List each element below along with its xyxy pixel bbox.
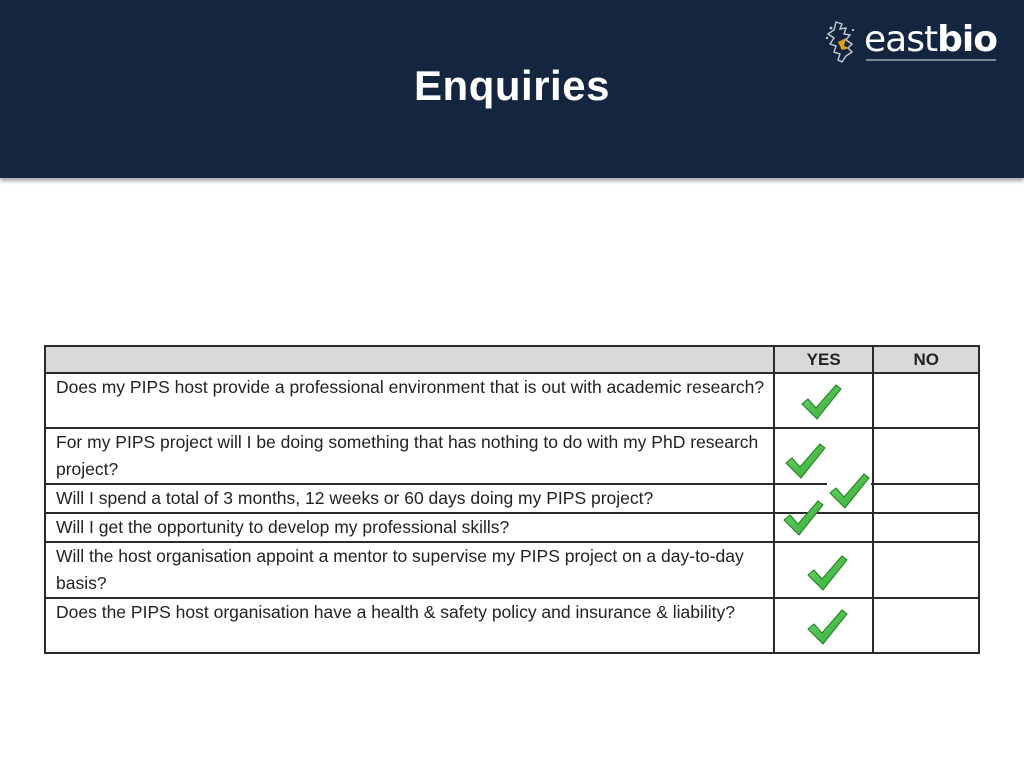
slide-header — [0, 0, 1024, 178]
no-cell — [873, 428, 979, 484]
header-yes: YES — [774, 346, 873, 373]
table-row — [45, 513, 979, 542]
header-no: NO — [873, 346, 979, 373]
table-header-row — [45, 346, 979, 373]
logo-text-bio: bio — [937, 19, 997, 60]
no-cell — [873, 513, 979, 542]
question-cell: For my PIPS project will I be doing something that has nothing to do with my PhD research project? — [45, 428, 774, 484]
scotland-map-icon — [822, 20, 862, 66]
check-mark-icon — [805, 607, 849, 647]
logo-tagline — [866, 59, 996, 61]
no-cell — [873, 598, 979, 653]
question-cell: Does my PIPS host provide a professional environment that is out with academic research? — [45, 373, 774, 428]
question-cell: Will the host organisation appoint a mentor to supervise my PIPS project on a day-to-day basis? — [45, 542, 774, 598]
check-mark-icon — [799, 382, 843, 422]
question-cell: Will I get the opportunity to develop my professional skills? — [45, 513, 774, 542]
no-cell — [873, 373, 979, 428]
enquiries-table — [44, 345, 980, 654]
yes-cell — [774, 373, 873, 428]
check-mark-icon — [783, 441, 827, 481]
table-row — [45, 542, 979, 598]
table-row — [45, 598, 979, 653]
question-cell: Does the PIPS host organisation have a health & safety policy and insurance & liability? — [45, 598, 774, 653]
check-mark-icon — [827, 471, 871, 511]
question-cell: Will I spend a total of 3 months, 12 weeks or 60 days doing my PIPS project? — [45, 484, 774, 513]
yes-cell — [774, 542, 873, 598]
check-mark-icon — [805, 553, 849, 593]
table-row — [45, 484, 979, 513]
no-cell — [873, 484, 979, 513]
page-title: Enquiries — [414, 62, 610, 109]
logo-text-east: east — [864, 19, 938, 60]
logo-wordmark — [864, 20, 997, 60]
table-row — [45, 373, 979, 428]
eastbio-logo — [822, 18, 997, 68]
yes-cell — [774, 598, 873, 653]
yes-cell — [774, 513, 873, 542]
header-question — [45, 346, 774, 373]
no-cell — [873, 542, 979, 598]
check-mark-icon — [781, 498, 825, 538]
